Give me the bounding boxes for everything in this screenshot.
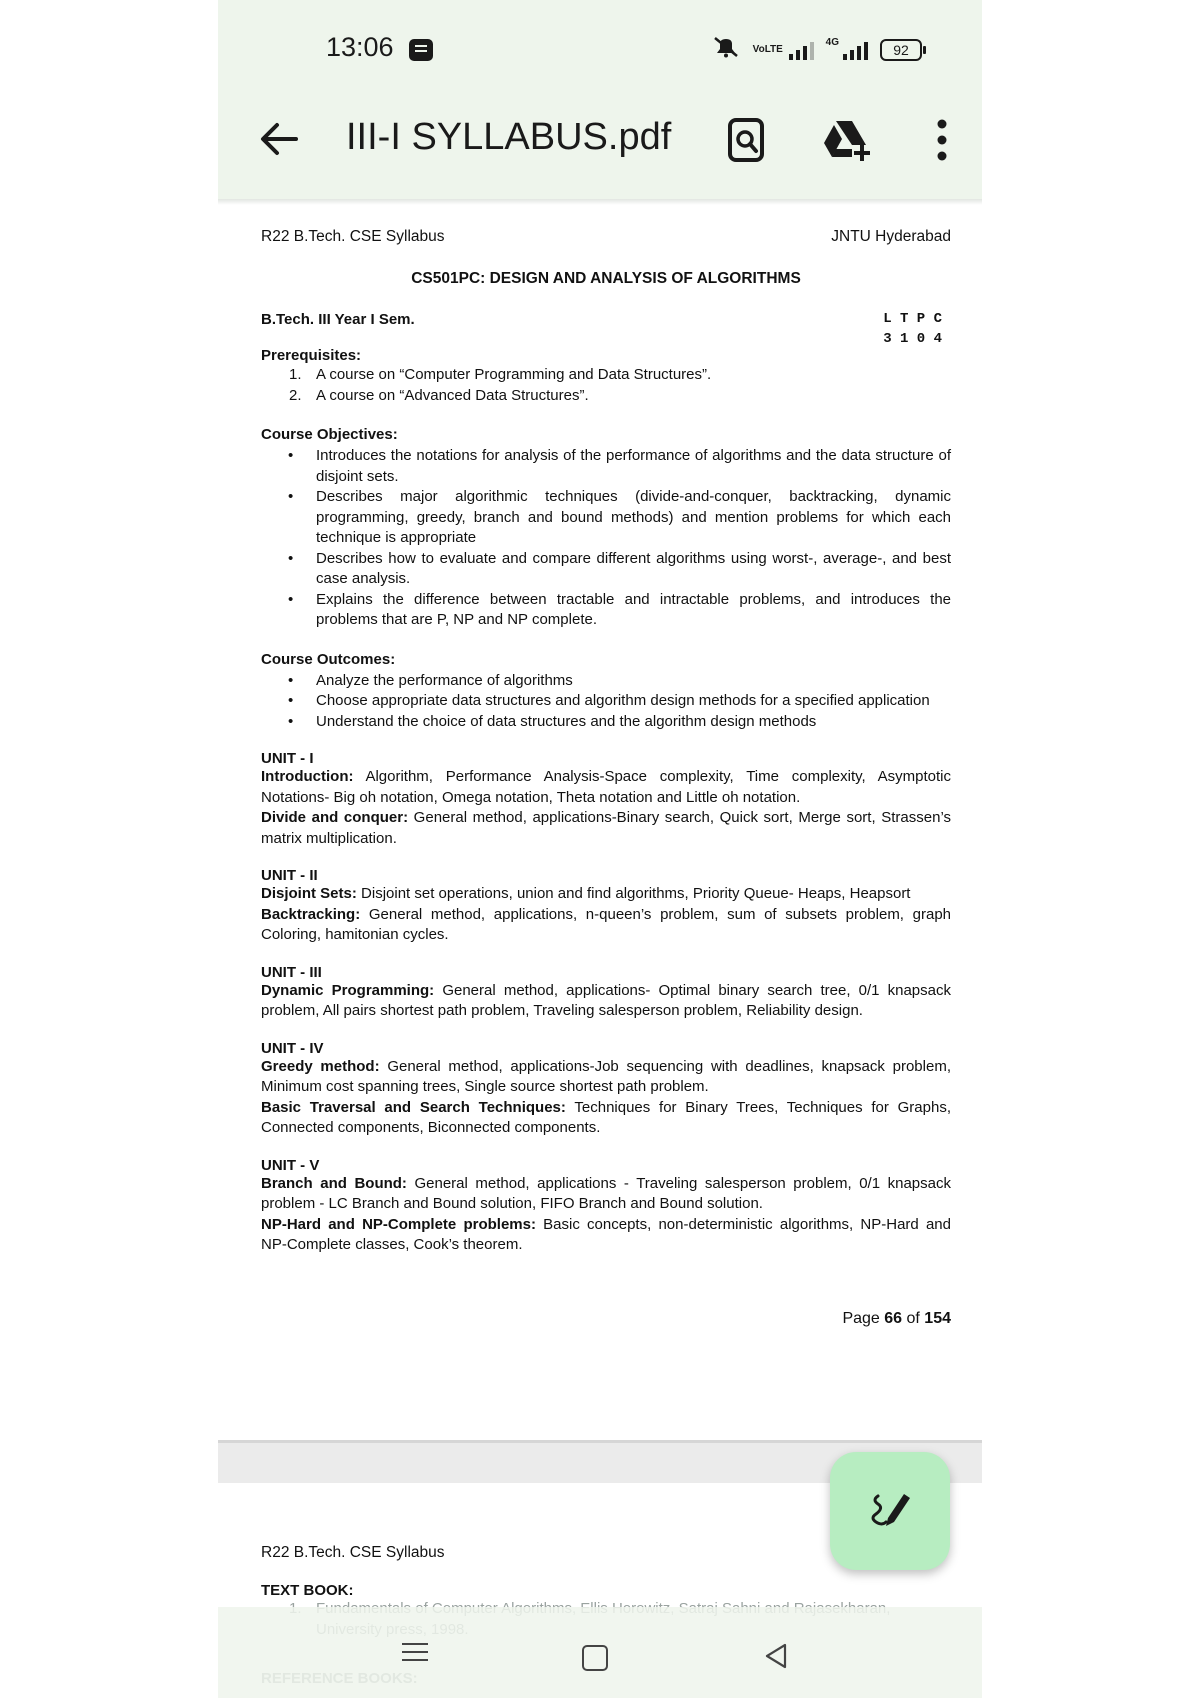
- list-item: • Understand the choice of data structures and the algorithm design methods: [261, 712, 951, 733]
- more-options-button[interactable]: [932, 118, 952, 162]
- objectives-list: [261, 446, 951, 631]
- back-arrow-icon: [258, 118, 300, 160]
- unit-3-para-1: Dynamic Programming: General method, applications- Optimal binary search tree, 0/1 knapsack problem, All pairs shortest path problem, Traveling salesperson problem, Reliability design.: [261, 981, 951, 1019]
- system-navigation-bar: [218, 1607, 982, 1698]
- unit-2-para-1: Disjoint Sets: Disjoint set operations, union and find algorithms, Priority Queue- Heaps, Heapsort: [261, 885, 911, 902]
- objectives-heading: Course Objectives:: [261, 426, 398, 443]
- list-item: 1. A course on “Computer Programming and Data Structures”.: [289, 366, 712, 383]
- unit-4-para-2: Basic Traversal and Search Techniques: Techniques for Binary Trees, Techniques for Graphs, Connected components, Biconnected components.: [261, 1098, 951, 1136]
- unit-4-para-1: Greedy method: General method, applications-Job sequencing with deadlines, knapsack problem, Minimum cost spanning trees, Single source shortest path problem.: [261, 1057, 951, 1095]
- volte-icon: VoLTE: [752, 44, 783, 55]
- list-item: • Describes how to evaluate and compare different algorithms using worst-, average-, and best case analysis.: [261, 549, 951, 590]
- ltpc-labels: L T P C: [883, 311, 942, 327]
- unit-1-para-1: Introduction: Algorithm, Performance Analysis-Space complexity, Time complexity, Asymptotic Notations- Big oh notation, Omega notation, Theta notation and Little oh notation.: [261, 768, 951, 806]
- status-icons: [711, 36, 922, 64]
- find-in-document-icon: [726, 117, 766, 163]
- edit-annotate-icon: [868, 1488, 912, 1532]
- page-header-left: R22 B.Tech. CSE Syllabus: [261, 1544, 445, 1561]
- ltpc-values: 3 1 0 4: [883, 331, 942, 347]
- mute-icon: [711, 35, 741, 65]
- page-header-left: R22 B.Tech. CSE Syllabus: [261, 228, 445, 245]
- page-number: Page 66 of 154: [842, 1309, 951, 1327]
- unit-2-para-2: Backtracking: General method, applications, n-queen’s problem, sum of subsets problem, graph Coloring, hamitonian cycles.: [261, 905, 951, 943]
- semester-row: [261, 309, 951, 345]
- more-vert-icon: [932, 118, 952, 162]
- unit-2-heading: UNIT - II: [261, 867, 318, 884]
- back-triangle-icon[interactable]: [764, 1643, 788, 1669]
- ltpc-table: [883, 309, 942, 349]
- list-item: • Introduces the notations for analysis of the performance of algorithms and the data structure of disjoint sets.: [261, 446, 951, 487]
- unit-1-para-2: Divide and conquer: General method, applications-Binary search, Quick sort, Merge sort, Strassen’s matrix multiplication.: [261, 809, 952, 847]
- page-header: [261, 228, 951, 246]
- unit-4-heading: UNIT - IV: [261, 1039, 324, 1057]
- status-time: 13:06: [326, 32, 394, 62]
- pdf-page-66[interactable]: [261, 228, 951, 1328]
- textbook-heading: TEXT BOOK:: [261, 1582, 354, 1599]
- home-square-icon[interactable]: [582, 1645, 608, 1671]
- phone-screen: [218, 0, 982, 1698]
- drive-add-icon: [822, 117, 872, 163]
- list-item: • Analyze the performance of algorithms: [261, 671, 951, 692]
- network-type-label: 4G: [825, 36, 839, 48]
- find-in-document-button[interactable]: [726, 117, 766, 163]
- annotate-fab-button[interactable]: [830, 1452, 950, 1570]
- list-item: • Explains the difference between tractable and intractable problems, and introduces the problems that are P, NP and NP complete.: [261, 590, 951, 631]
- header-divider: [218, 199, 982, 205]
- outcomes-heading: Course Outcomes:: [261, 650, 396, 668]
- message-notification-icon: [409, 39, 433, 61]
- signal-bars-icon: [789, 40, 814, 60]
- unit-5-heading: UNIT - V: [261, 1156, 320, 1174]
- outcomes-list: [261, 671, 951, 733]
- unit-5-para-1: Branch and Bound: General method, applications - Traveling salesperson problem, 0/1 knapsack problem - LC Branch and Bound solution, FIFO Branch and Bound solution.: [261, 1174, 951, 1212]
- unit-3-heading: UNIT - III: [261, 963, 322, 981]
- prerequisites-list: [261, 365, 951, 406]
- unit-5-para-2: NP-Hard and NP-Complete problems: Basic concepts, non-deterministic algorithms, NP-Hard and NP-Complete classes, Cook’s theorem.: [261, 1215, 951, 1253]
- semester-label: B.Tech. III Year I Sem.: [261, 311, 415, 328]
- document-title: III-I SYLLABUS.pdf: [346, 116, 672, 158]
- top-app-bar: [218, 0, 982, 199]
- back-button[interactable]: [258, 118, 300, 160]
- list-item: 2. A course on “Advanced Data Structures”.: [289, 386, 589, 404]
- signal-bars-2-icon: [843, 40, 868, 60]
- list-item: • Choose appropriate data structures and algorithm design methods for a specified application: [261, 691, 951, 712]
- add-to-drive-button[interactable]: [822, 117, 872, 163]
- list-item: • Describes major algorithmic techniques (divide-and-conquer, backtracking, dynamic programming, greedy, branch and bound methods) and mention problems for which each technique is appropriate: [261, 487, 951, 549]
- recents-menu-icon[interactable]: [402, 1643, 428, 1661]
- battery-icon: 92: [880, 39, 922, 61]
- page-header-right: JNTU Hyderabad: [831, 228, 951, 245]
- course-title: CS501PC: DESIGN AND ANALYSIS OF ALGORITHMS: [411, 270, 801, 287]
- prerequisites-heading: Prerequisites:: [261, 347, 362, 364]
- unit-1-heading: UNIT - I: [261, 750, 314, 767]
